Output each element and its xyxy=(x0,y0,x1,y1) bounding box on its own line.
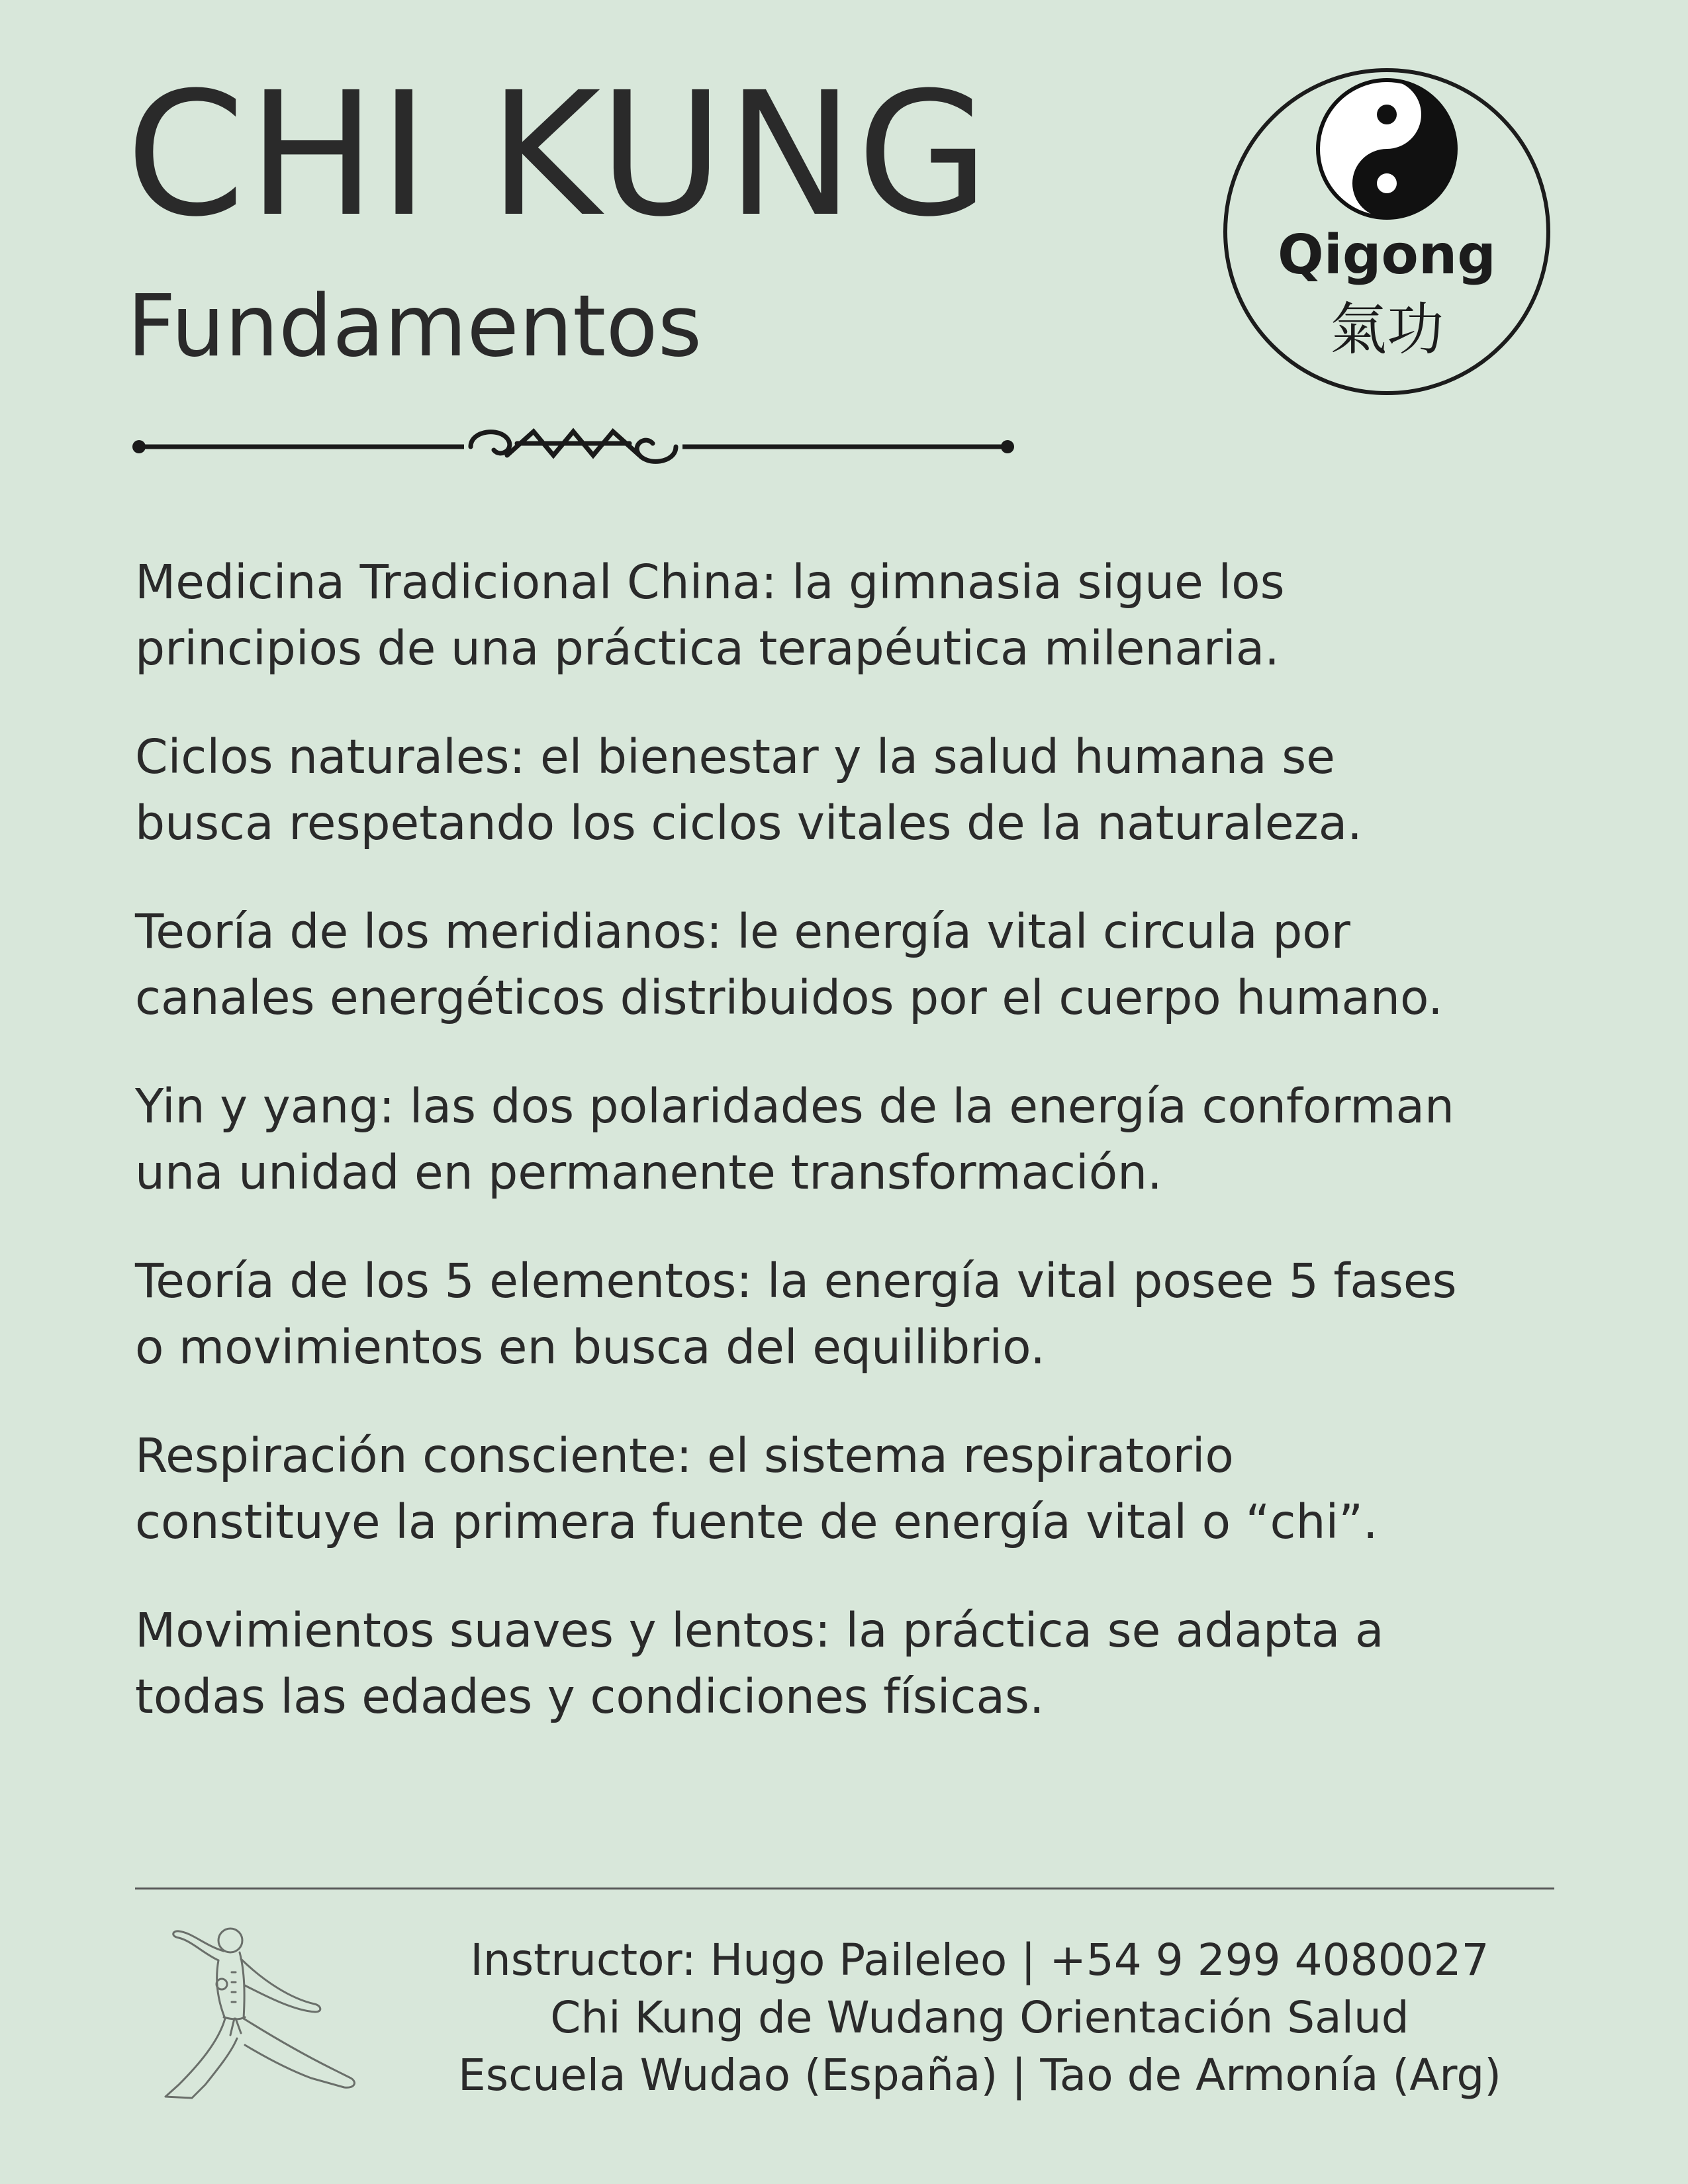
list-item: Teoría de los meridianos: le energía vital circula por canales energéticos distribuidos por el cuerpo humano. xyxy=(135,904,1443,1025)
page-title: CHI KUNG xyxy=(126,56,992,254)
qigong-emblem xyxy=(1221,66,1552,397)
instructor-line: Instructor: Hugo Paileleo | +54 9 299 4080027 xyxy=(470,1934,1489,1985)
ornamental-divider xyxy=(130,417,1017,477)
list-item: Teoría de los 5 elementos: la energía vital posee 5 fases o movimientos en busca del equilibrio. xyxy=(135,1253,1457,1375)
footer-info xyxy=(404,1931,1556,2104)
footer-divider xyxy=(135,1888,1554,1889)
yin-yang-icon xyxy=(1314,76,1460,222)
page-subtitle: Fundamentos xyxy=(127,277,702,376)
tai-chi-figure-icon xyxy=(152,1919,391,2118)
list-item: Ciclos naturales: el bienestar y la salud humana se busca respetando los ciclos vitales de la naturaleza. xyxy=(135,729,1362,850)
list-item: Medicina Tradicional China: la gimnasia sigue los principios de una práctica terapéutica milenaria. xyxy=(135,555,1285,676)
emblem-label: Qigong xyxy=(1278,224,1496,287)
list-item: Respiración consciente: el sistema respiratorio constituye la primera fuente de energía vital o “chi”. xyxy=(135,1428,1378,1549)
school-line: Chi Kung de Wudang Orientación Salud xyxy=(550,1992,1409,2043)
emblem-hanzi: 氣功 xyxy=(1330,296,1444,363)
list-item: Movimientos suaves y lentos: la práctica se adapta a todas las edades y condiciones físicas. xyxy=(135,1603,1384,1724)
affiliation-line: Escuela Wudao (España) | Tao de Armonía (Arg) xyxy=(458,2050,1501,2101)
list-item: Yin y yang: las dos polaridades de la energía conforman una unidad en permanente transformación. xyxy=(135,1079,1455,1200)
fundamentals-list xyxy=(135,549,1591,1772)
